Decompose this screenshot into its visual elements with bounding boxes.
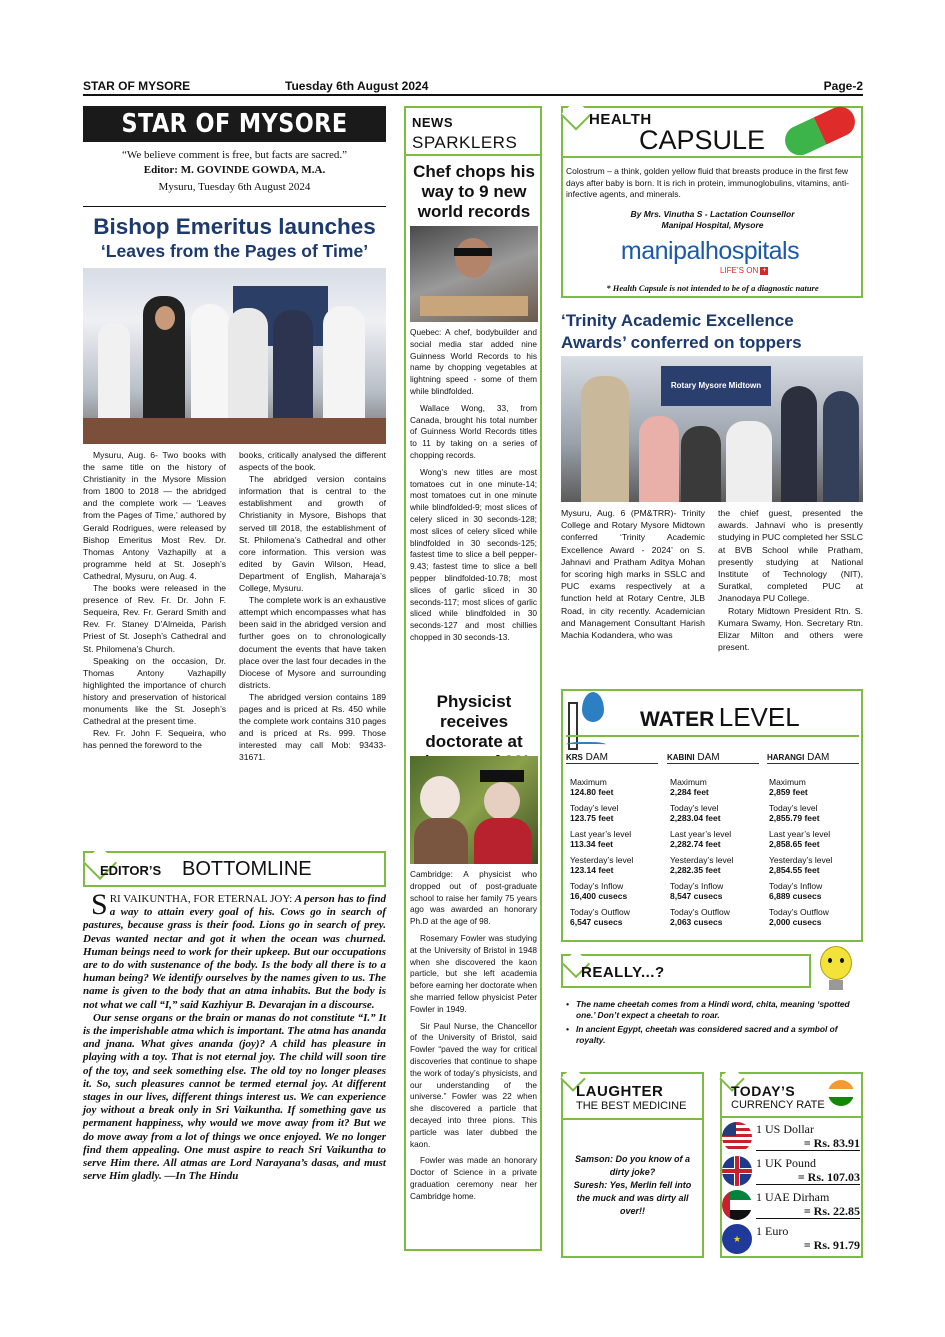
health-header: HEALTH CAPSULE xyxy=(561,106,863,158)
us-flag-icon xyxy=(722,1122,752,1152)
laughter-header: LAUGHTER THE BEST MEDICINE xyxy=(561,1072,704,1120)
trinity-column-2: the chief guest, presented the awards. Jahnavi who is presently studying in PUC completed her SSLC at BVB School while Pratham, presently studying at National Institute of Technology (NIT), Suratkal, completed PUC at Jnanodaya PU College. Rotary Midtown President Rtn. S. Kumara Swamy, Hon. Secretary Rtn. Elizar Milton and others were present. xyxy=(718,508,863,653)
person-figure xyxy=(98,323,130,433)
blindfold xyxy=(454,248,492,256)
person-figure xyxy=(726,421,772,502)
capsule-icon xyxy=(780,102,860,160)
dam-header-kabini: KABINI DAM xyxy=(667,752,759,764)
chef-body: Quebec: A chef, bodybuilder and social media star added nine Guinness World Records to his name by chopping vegetables at lightning speed - some of them while blindfolded. Wallace Wong, 33, from Canada, brought his total number of Guinness World Records titles to 11 by taking on a series of chopping records. Wong’s new titles are most tomatoes cut in one minute-14; most tomatoes cut in one minute while blindfolded-9; most slices of celery sliced in 30 seconds-128; most slices of celery sliced while blindfolded in 30 seconds-125; fastest time to slice a bell pepper-9.43; fastest time to slice a bell pepper blindfolded-10.78; most slices of garlic sliced in 30 seconds-117; most slices of garlic sliced while blindfolded in 30 seconds-127 and most chillies chopped in 30 seconds-13. xyxy=(410,327,537,642)
event-banner: Rotary Mysore Midtown xyxy=(661,366,771,406)
eu-flag-icon: ★ xyxy=(722,1224,752,1254)
person-figure xyxy=(781,386,817,502)
chef-photo xyxy=(410,226,538,322)
really-header: REALLY...? xyxy=(561,954,811,988)
bottomline-header: EDITOR’S BOTTOMLINE xyxy=(83,851,386,887)
divider xyxy=(83,206,386,207)
dam-header-harangi: HARANGI DAM xyxy=(767,752,859,764)
trinity-column-1: Mysuru, Aug. 6 (PM&TRR)- Trinity College and Rotary Mysore Midtown conferred ‘Trinity Academic Excellence Award - 2024’ on S. Jahnavi and Pratham Aditya Mohan for scoring high marks in SSLC and PUC exams respectively at a function held at Rotary Centre, JLB Road, in city recently. Academician and Management Consultant Harish Machia Kodandera, who was xyxy=(561,508,705,641)
currency-row: 1 US Dollar = Rs. 83.91 xyxy=(722,1122,862,1156)
chef-headline: Chef chops his way to 9 new world records xyxy=(413,162,535,221)
bishop-headline: Bishop Emeritus launches ‘Leaves from the Pages of Time’ xyxy=(93,214,376,261)
water-gauge-icon xyxy=(566,690,606,752)
really-list xyxy=(566,999,861,1046)
uk-flag-icon xyxy=(722,1156,752,1186)
manipal-logo: manipalhospitals xyxy=(620,237,800,265)
person-figure xyxy=(823,391,859,502)
currency-list xyxy=(722,1122,862,1258)
page-header xyxy=(83,78,863,96)
person-figure xyxy=(581,376,629,502)
motto: “We believe comment is free, but facts are sacred.” xyxy=(121,149,348,161)
book-release-photo xyxy=(83,268,386,444)
person-figure xyxy=(191,304,229,436)
list-item: • In ancient Egypt, cheetah was considered sacred and a symbol of royalty. xyxy=(566,1024,838,1045)
floor-area xyxy=(83,418,386,444)
currency-header: TODAY’S CURRENCY RATE xyxy=(720,1072,863,1118)
tab-notch xyxy=(560,99,591,130)
health-byline: By Mrs. Vinutha S - Lactation Counsellor Manipal Hospital, Mysore xyxy=(630,209,795,230)
bishop-column-1: Mysuru, Aug. 6- Two books with the same title on the history of Christianity in the Mysore Mission from 1800 to 2018 — the abridged and the complete work — ‘Leaves from the Pages of Time,’ authored by Gerald Rodrigues, were released by Bishop Emeritus Most Rev. Dr. Thomas Antony Vazhapilly at a programme held at St. Joseph’s Cathedral, Mysuru, on Aug. 4. The books were released in the presence of Rev. Fr. Dr. John F. Sequeira, Rev. Fr. Gerard Smith and Rev. Fr. Staney D’Almeida, Parish Priest of St. Joseph’s Cathedral and St. Philomena’s Church. Speaking on the occasion, Dr. Thomas Antony Vazhapilly highlighted the importance of church history and preservation of historical monuments like the St. Joseph’s Cathedral at the present time. Rev. Fr. John F. Sequeira, who has penned the foreword to the xyxy=(83,450,226,751)
drop-cap: S xyxy=(91,888,108,921)
manipal-tagline: LIFE’S ON + xyxy=(720,266,767,275)
graduation-gown xyxy=(474,818,532,864)
health-text: Colostrum – a think, golden yellow fluid that breasts produce in the first few days after baby is born. It is rich in protein, immunoglobulins, vitamins, anti-infective agents, and minerals. xyxy=(566,166,849,199)
page-number: Page-2 xyxy=(823,79,863,93)
divider xyxy=(566,735,859,737)
issue-date: Tuesday 6th August 2024 xyxy=(285,79,429,93)
uae-flag-icon xyxy=(722,1190,752,1220)
person-figure xyxy=(414,818,468,864)
water-drop-icon xyxy=(582,692,604,722)
cutting-board xyxy=(420,296,528,316)
person-figure xyxy=(681,426,721,502)
bottomline-body: SRI VAIKUNTHA, FOR ETERNAL JOY: A person has to find a way to attain every goal of his. Cows go in search of pastures, because grass is their food. Lions go in search of prey. Devas wanted nectar and got it when the ocean was churned. Human beings need to work for their upkeep. But our occupations are to do with sustenance of the body. Is the body all there is to a human being? We identify ourselves by the names given to us. The name is given to the body that an atma inhabits. But the body is not what we call “I,” said Kazhiyur B. Devarajan in a discourse. Our sense organs or the brain or manas do not constitute “I.” It is the imperishable atma which is important. The atma has ananda and jnana. What gives ananda (joy)? A child has pleasure in playing with a toy. That is not eternal joy. The child will soon tire of the toy, and seek something else. The old toy no longer pleases it. So, such pleasures cannot be termed eternal joy. At different stages in our lives, different things interest us. We can experience joy without a break only in Sri Vaikuntha. If something gave us permanent happiness, why would we move away from it? But we do move away from a lot of things we once enjoyed. We no longer find them appealing. One must aspire to reach Sri Vaikuntha to serve Him there. All atmas are Lord Narayana’s dasas, and must serve Him gladly. —In The Hindu xyxy=(83,888,386,1183)
person-face xyxy=(484,782,520,820)
india-flag-icon xyxy=(828,1080,854,1106)
currency-row: ★ 1 Euro = Rs. 91.79 xyxy=(722,1224,862,1258)
currency-row: 1 UK Pound = Rs. 107.03 xyxy=(722,1156,862,1190)
currency-row: 1 UAE Dirham = Rs. 22.85 xyxy=(722,1190,862,1224)
physicist-body: Cambridge: A physicist who dropped out of post-graduate school to raise her family 75 years ago was awarded an honorary Ph.D at the age of 98. Rosemary Fowler was studying at the University of Bristol in 1948 when she discovered the kaon particle, but she left academia before earning her doctorate when she married fellow physicist Peter Fowler in 1949. Sir Paul Nurse, the Chancellor of the University of Bristol, said Fowler “paved the way for critical discoveries that continue to shape the work of today’s physicists, and our understanding of the universe.” Fowler was 22 when she discovered a particle that decayed into three pions. This particle was later dubbed the kaon. Fowler was made an honorary Doctor of Science in a private graduation ceremony near her Cambridge home. xyxy=(410,869,537,1201)
person-figure xyxy=(228,308,268,436)
logo-text: STAR OF MYSORE xyxy=(121,109,348,139)
physicist-headline: Physicist receives doctorate at xyxy=(425,692,523,751)
logo-banner xyxy=(83,106,386,142)
editor-name: Editor: M. GOVINDE GOWDA, M.A. xyxy=(143,164,326,176)
joke-text: Samson: Do you know of a dirty joke? Suresh: Yes, Merlin fell into the muck and was dirty all over!! xyxy=(573,1154,692,1216)
graduation-cap xyxy=(480,770,524,782)
dam-kabini-data: Maximum 2,284 feet Today’s level 2,283.04 feet Last year’s level 2,282.74 feet Yesterday’s level 2,282.35 feet Today’s Inflow 8,547 cusecs Today’s Outflow 2,063 cusecs xyxy=(670,777,734,927)
sparklers-header: NEWS SPARKLERS xyxy=(404,106,542,156)
bishop-column-2: books, critically analysed the different aspects of the book. The abridged version contains information that is central to the establishment and growth of Christianity in Mysore, Bishops that served till 2018, the establishment of St. Philomena’s Cathedral and other core information. This version was edited by Gavin Wilson, Head, Department of English, Maharaja’s College, Mysuru. The complete work is an exhaustive attempt which encompasses what has been said in the abridged version and further goes on to chronologically document the events that have taken place over the last four decades in the Diocese of Mysore and surrounding districts. The abridged version contains 189 pages and is priced at Rs. 450 while the complete work contains 310 pages and is priced at Rs. 999. Those interested may call Mob: 93433-31671. xyxy=(239,450,386,763)
person-face xyxy=(155,306,175,330)
editorial-dateline: Mysuru, Tuesday 6th August 2024 xyxy=(158,181,311,193)
bulb-icon xyxy=(814,942,858,996)
person-face xyxy=(420,776,460,820)
person-figure xyxy=(639,416,679,502)
plus-icon: + xyxy=(762,266,767,274)
physicist-photo xyxy=(410,756,538,864)
paper-name: STAR OF MYSORE xyxy=(83,79,191,93)
list-item: • The name cheetah comes from a Hindi word, chita, meaning ‘spotted one.’ Don’t expect a cheetah to roar. xyxy=(566,999,850,1020)
water-title: WATER LEVEL xyxy=(640,702,800,732)
dam-krs-data: Maximum 124.80 feet Today’s level 123.75 feet Last year’s level 113.34 feet Yesterday’s level 123.14 feet Today’s Inflow 16,400 cusecs Today’s Outflow 6,547 cusecs xyxy=(570,777,634,927)
editorial-info xyxy=(83,148,386,195)
person-figure xyxy=(323,306,365,436)
dam-header-krs: KRS DAM xyxy=(566,752,658,764)
trinity-photo xyxy=(561,356,863,502)
trinity-headline: ‘Trinity Academic Excellence Awards’ conferred on toppers xyxy=(561,311,802,352)
chef-face xyxy=(455,238,491,278)
dam-harangi-data: Maximum 2,859 feet Today’s level 2,855.79 feet Last year’s level 2,858.65 feet Yesterday’s level 2,854.55 feet Today’s Inflow 6,889 cusecs Today’s Outflow 2,000 cusecs xyxy=(769,777,833,927)
health-disclaimer: * Health Capsule is not intended to be of a diagnostic nature xyxy=(606,283,819,293)
wave-icon xyxy=(566,742,606,748)
